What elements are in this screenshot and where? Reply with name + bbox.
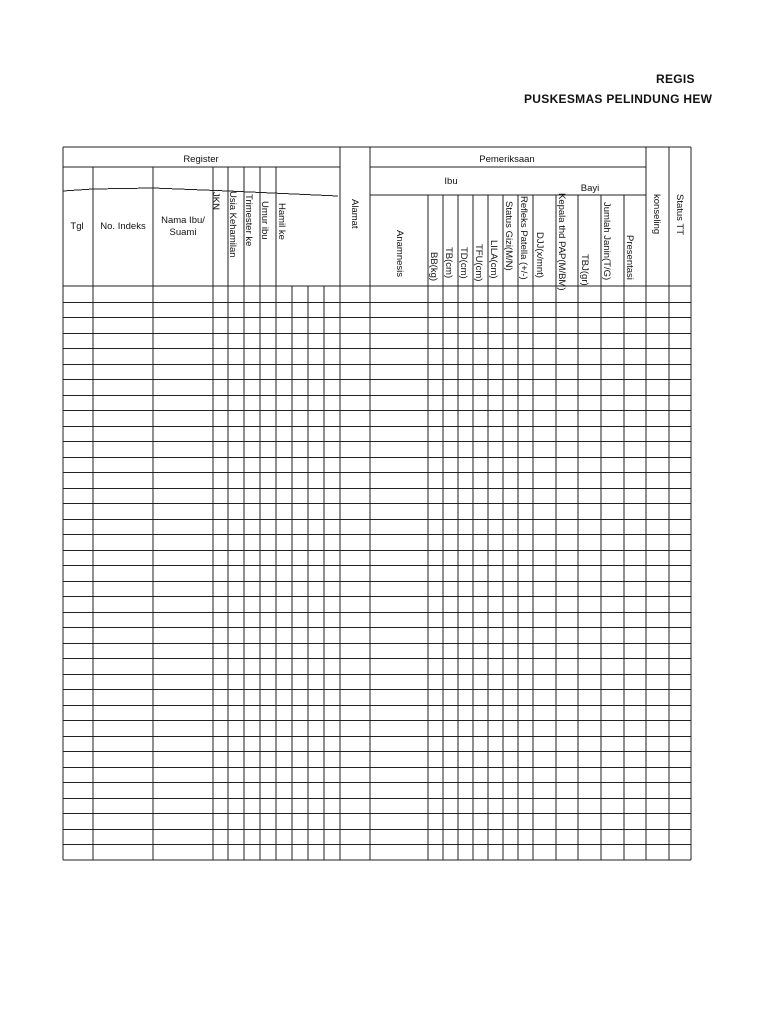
umur-ibu-header: Umur ibu xyxy=(259,201,270,240)
bb-header: BB(kg) xyxy=(428,252,439,282)
puskesmas-title: PUSKESMAS PELINDUNG HEW xyxy=(524,92,713,106)
register-header: Register xyxy=(183,154,219,165)
ibu-header: Ibu xyxy=(444,176,458,187)
anamnesis-header: Anamnesis xyxy=(394,230,405,277)
table-headers xyxy=(70,154,685,291)
status-tt-header: Status TT xyxy=(674,194,685,236)
jkn-header: JKN xyxy=(210,192,221,210)
tbj-header: TBJ(gr) xyxy=(579,254,590,286)
hamil-ke-header: Hamil ke xyxy=(276,203,287,240)
slanted-line xyxy=(63,189,93,191)
slanted-line xyxy=(153,188,228,191)
no-indeks-header: No. Indeks xyxy=(100,221,146,232)
kepala-pap-header: Kepala thd PAP(M/BM) xyxy=(556,193,567,291)
table-grid xyxy=(63,147,691,860)
slanted-line xyxy=(93,188,153,189)
tfu-header: TFU(cm) xyxy=(473,244,484,282)
alamat-header: Alamat xyxy=(349,199,360,229)
presentasi-header: Presentasi xyxy=(624,235,635,280)
bayi-header: Bayi xyxy=(580,183,600,194)
pemeriksaan-header: Pemeriksaan xyxy=(479,154,535,165)
nama-header: Nama Ibu/ xyxy=(161,215,205,226)
konseling-header: konseling xyxy=(651,194,662,235)
refleks-patella-header: Refleks Patella (+/-) xyxy=(518,196,529,280)
djj-header: DJJ(x/mnt) xyxy=(534,232,545,278)
trimester-header: Trimester ke xyxy=(243,194,254,247)
register-title: REGIS xyxy=(656,72,695,86)
tgl-header: Tgl xyxy=(70,221,84,232)
jumlah-janin-header: Jumlah Janin(T/G) xyxy=(601,202,612,281)
td-header: TD(cm) xyxy=(458,247,469,279)
status-gizi-header: Status Gizi(M/N) xyxy=(503,201,514,271)
nama-header-suami: Suami xyxy=(169,227,197,238)
tb-header: TB(cm) xyxy=(443,247,454,279)
lila-header: LILA(cm) xyxy=(488,240,499,279)
usia-kehamilan-header: Usia Kehamilan xyxy=(227,191,238,258)
